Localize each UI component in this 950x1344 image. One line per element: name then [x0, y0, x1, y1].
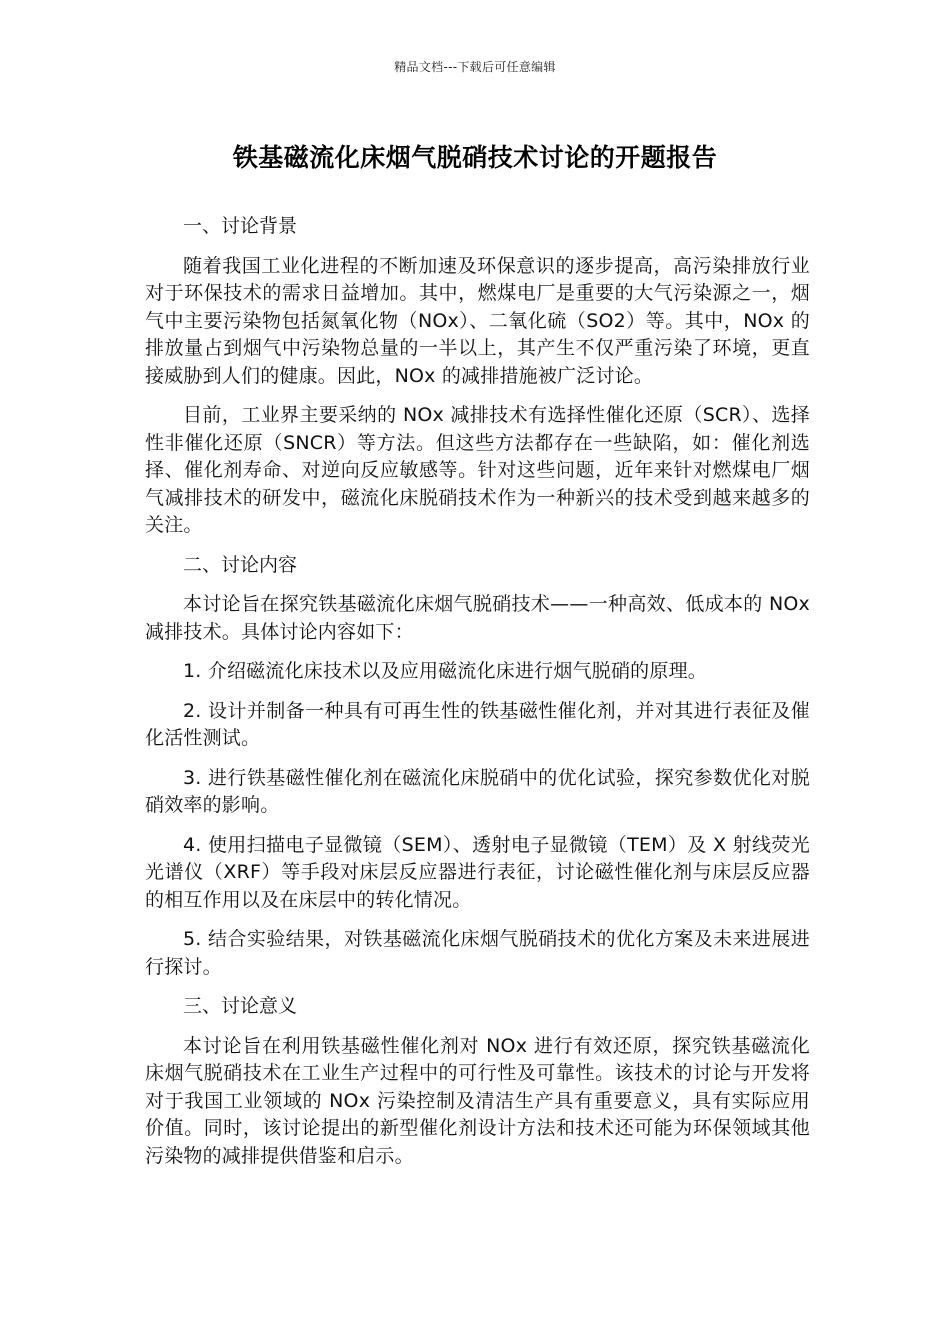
paragraph: 本讨论旨在探究铁基磁流化床烟气脱硝技术——一种高效、低成本的 NOx 减排技术。具体讨论内容如下： — [145, 593, 810, 643]
list-item: 4. 使用扫描电子显微镜（SEM）、透射电子显微镜（TEM）及 X 射线荧光光谱仪（XRF）等手段对床层反应器进行表征，讨论磁性催化剂与床层反应器的相互作用以及在床层中的转化情况。 — [145, 833, 810, 911]
header-note: 精品文档---下载后可任意编辑 — [394, 60, 556, 74]
list-item: 2. 设计并制备一种具有可再生性的铁基磁性催化剂，并对其进行表征及催化活性测试。 — [145, 699, 810, 749]
paragraph: 本讨论旨在利用铁基磁性催化剂对 NOx 进行有效还原，探究铁基磁流化床烟气脱硝技术在工业生产过程中的可行性及可靠性。该技术的讨论与开发将对于我国工业领域的 NOx 污染控制及清洁生产具有重要意义，具有实际应用价值。同时，该讨论提出的新型催化剂设计方法和技术还可能为环保领域其他污染物的减排提供借鉴和启示。 — [145, 1034, 810, 1167]
list-item: 1. 介绍磁流化床技术以及应用磁流化床进行烟气脱硝的原理。 — [183, 660, 707, 682]
paragraph: 目前，工业界主要采纳的 NOx 减排技术有选择性催化还原（SCR）、选择性非催化还原（SNCR）等方法。但这些方法都存在一些缺陷，如：催化剂选择、催化剂寿命、对逆向反应敏感等。针对这些问题，近年来针对燃煤电厂烟气减排技术的研发中，磁流化床脱硝技术作为一种新兴的技术受到越来越多的关注。 — [145, 404, 810, 536]
list-item: 3. 进行铁基磁性催化剂在磁流化床脱硝中的优化试验，探究参数优化对脱硝效率的影响。 — [145, 766, 810, 816]
document-title: 铁基磁流化床烟气脱硝技术讨论的开题报告 — [232, 143, 718, 172]
document-body — [145, 213, 810, 1182]
section-heading-significance: 三、讨论意义 — [183, 995, 298, 1017]
paragraph: 随着我国工业化进程的不断加速及环保意识的逐步提高，高污染排放行业对于环保技术的需求日益增加。其中，燃煤电厂是重要的大气污染源之一，烟气中主要污染物包括氮氧化物（NOx）、二氧化硫（SO2）等。其中，NOx 的排放量占到烟气中污染物总量的一半以上，其产生不仅严重污染了环境，更直接威胁到人们的健康。因此，NOx 的减排措施被广泛讨论。 — [145, 254, 810, 387]
section-heading-content: 二、讨论内容 — [183, 553, 298, 576]
list-item: 5. 结合实验结果，对铁基磁流化床烟气脱硝技术的优化方案及未来进展进行探讨。 — [145, 928, 810, 978]
section-heading-background: 一、讨论背景 — [183, 215, 298, 237]
